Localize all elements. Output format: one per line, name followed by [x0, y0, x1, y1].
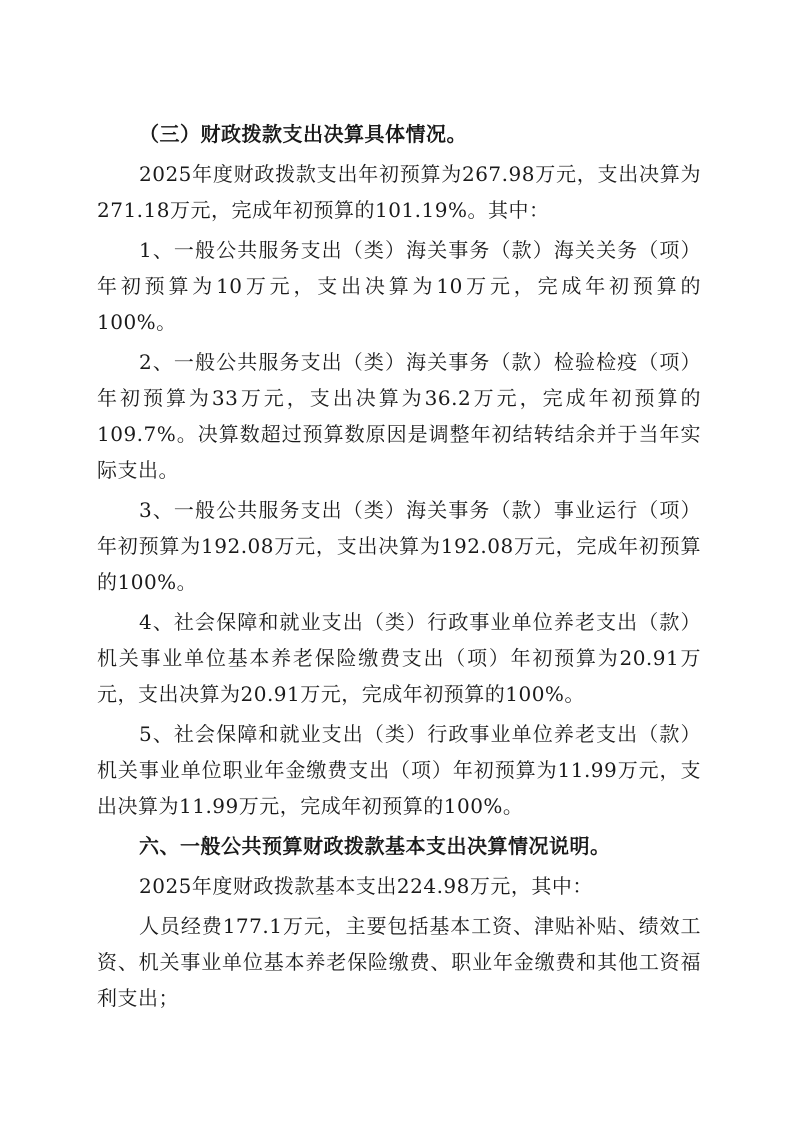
paragraph-item-2-inspection-quarantine: 2、一般公共服务支出（类）海关事务（款）检验检疫（项）年初预算为33万元，支出决算为36.2万元，完成年初预算的109.7%。决算数超过预算数原因是调整年初结转结余并于当年实际支出。: [97, 350, 701, 482]
paragraph-item-3-operations: 3、一般公共服务支出（类）海关事务（款）事业运行（项）年初预算为192.08万元，支出决算为192.08万元，完成年初预算的100%。: [97, 498, 701, 594]
document-body: [97, 116, 701, 1020]
paragraph-item-4-basic-pension: 4、社会保障和就业支出（类）行政事业单位养老支出（款）机关事业单位基本养老保险缴费支出（项）年初预算为20.91万元，支出决算为20.91万元，完成年初预算的100%。: [97, 610, 701, 706]
paragraph-appropriation-summary: 2025年度财政拨款支出年初预算为267.98万元，支出决算为271.18万元，完成年初预算的101.19%。其中：: [97, 162, 701, 222]
paragraph-item-5-occupational-annuity: 5、社会保障和就业支出（类）行政事业单位养老支出（款）机关事业单位职业年金缴费支出（项）年初预算为11.99万元，支出决算为11.99万元，完成年初预算的100%。: [97, 722, 701, 818]
paragraph-item-1-customs-affairs: 1、一般公共服务支出（类）海关事务（款）海关关务（项）年初预算为10万元，支出决算为10万元，完成年初预算的100%。: [97, 238, 701, 334]
section-heading-financial-appropriation-details: （三）财政拨款支出决算具体情况。: [139, 122, 467, 146]
paragraph-personnel-expenses: 人员经费177.1万元，主要包括基本工资、津贴补贴、绩效工资、机关事业单位基本养老保险缴费、职业年金缴费和其他工资福利支出；: [97, 914, 701, 1010]
section-heading-basic-expenditure: 六、一般公共预算财政拨款基本支出决算情况说明。: [139, 834, 611, 858]
paragraph-basic-expenditure-total: 2025年度财政拨款基本支出224.98万元，其中：: [139, 874, 593, 898]
